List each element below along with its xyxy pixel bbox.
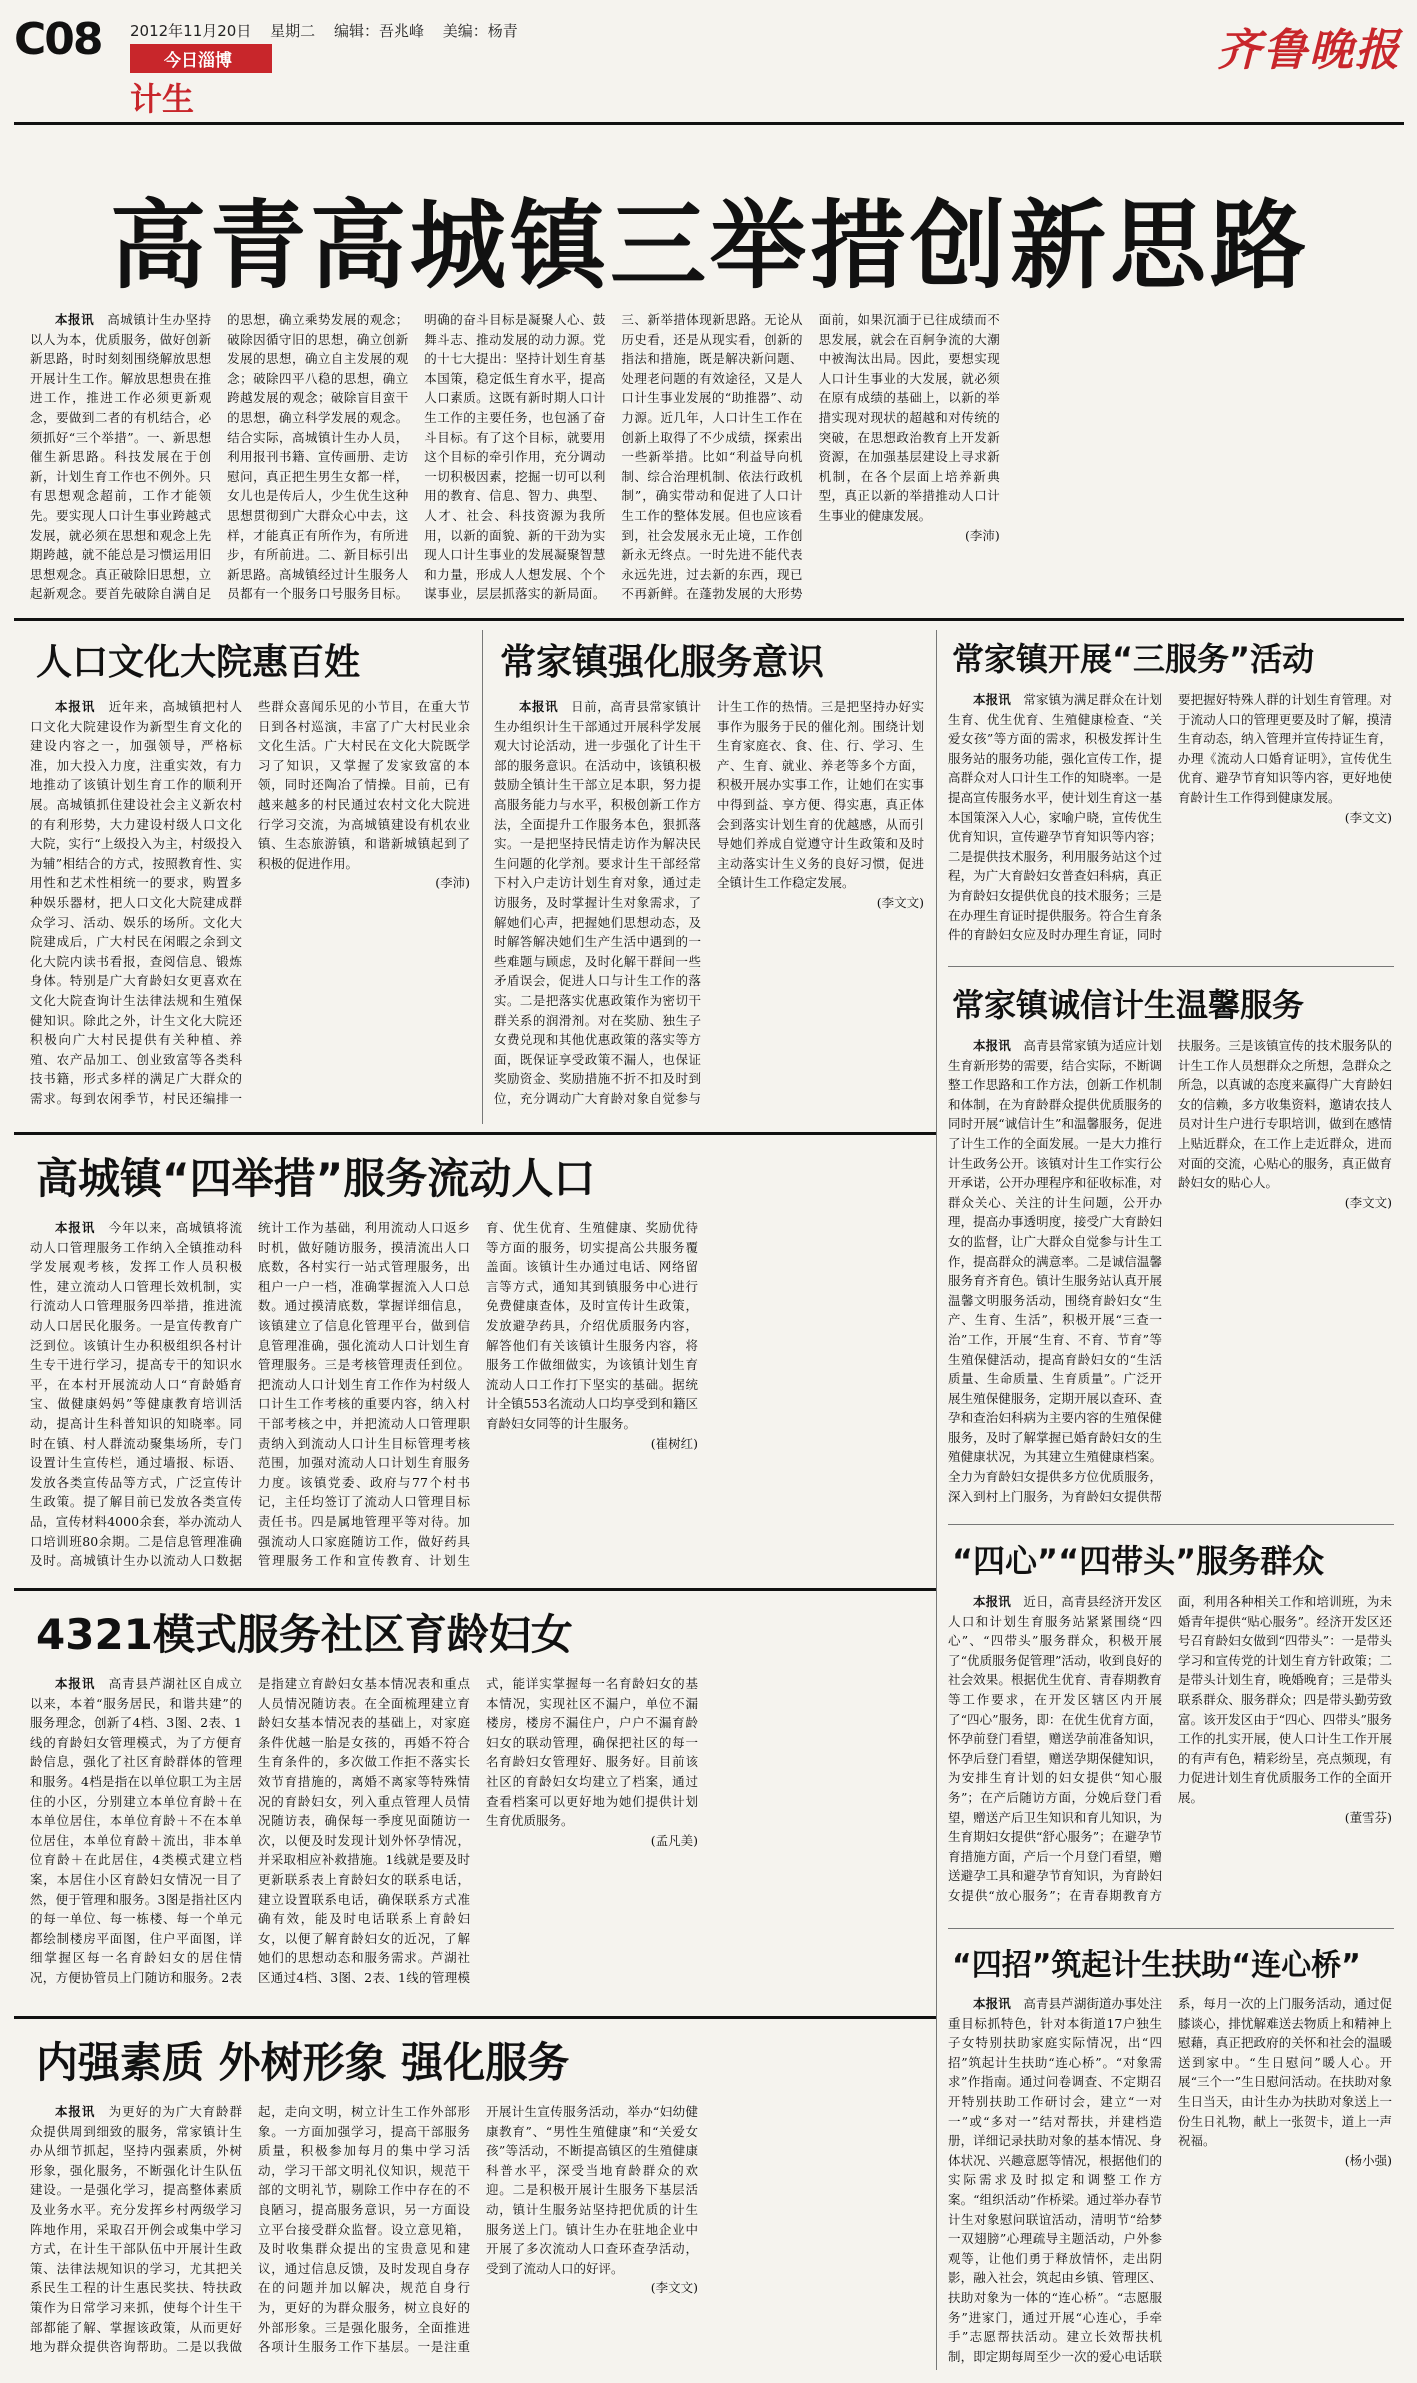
article-byline: (杨小强) (1344, 2152, 1392, 2168)
section-title: 计生 (130, 80, 195, 118)
article-byline: (李文文) (1344, 809, 1392, 825)
article-lead: 本报讯 (973, 1594, 1011, 1609)
newspaper-logo: 齐鲁晚报 (1217, 25, 1401, 76)
article-byline: (李沛) (435, 875, 470, 891)
article-lead: 本报讯 (519, 699, 559, 714)
article-body (948, 1994, 1392, 2368)
article-text: 高青县芦湖街道办事处注重目标抓特色，针对本街道17户独生子女特别扶助家庭实际情况，出“四招”筑起计生扶助“连心桥”。“对象需求”作指南。通过问卷调查、不定期召开特别扶助工作研讨会，建立“一对一”或“多对一”结对帮扶，并建档造册，详细记录扶助对象的基本情况、身体状况、兴趣意愿等情况，根据他们的实际需求及时拟定和调整工作方案。“组织活动”作桥梁。通过举办春节计生对象慰问联谊活动，清明节“给梦一双翅膀”心理疏导主题活动，户外参观等，让他们勇于释放情怀，走出阴影，融入社会，筑起由乡镇、管理区、扶助对象为一体的“连心桥”。“志愿服务”进家门，通过开展“心连心，手牵手”志愿帮扶活动。建立长效帮扶机制，即定期每周至少一次的爱心电话联系，每月一次的上门服务活动，通过促膝谈心，排忧解难送去物质上和精神上慰藉，真正把政府的关怀和社会的温暖送到家中。“生日慰问”暖人心。开展“三个一”生日慰问活动。在扶助对象生日当天，由计生办为扶助对象送上一份生日礼物，献上一张贺卡，道上一声祝福。 (948, 1996, 1392, 2364)
article-body (494, 697, 924, 1117)
article-lead: 本报讯 (973, 692, 1011, 707)
article-text: 高青县常家镇为适应计划生育新形势的需要，结合实际，不断调整工作思路和工作方法，创新工作机制和体制，在为育龄群众提供优质服务的同时开展“诚信计生”和温馨服务，促进了计生工作的全面发展。一是大力推行计生政务公开。该镇对计生工作实行公开承诺，公开办理程序和征收标准，对群众关心、关注的计生问题，公开办理，提高办事透明度，接受广大育龄妇女的监督，让广大群众自觉参与计生工作，提高群众的满意率。二是诚信温馨服务育齐育色。镇计生服务站认真开展温馨文明服务活动，围绕育龄妇女“生产、生育、生活”，积极开展“三查一治”工作，开展“生育、不育、节育”等生殖保健活动，提高育龄妇女的“生活质量、生命质量、生育质量”。广泛开展生殖保健服务，定期开展以查环、查孕和查治妇科病为主要内容的生殖保健服务，及时了解掌握已婚育龄妇女的生殖健康状况，为其建立生殖健康档案。全力为育龄妇女提供多方位优质服务，深入到村上门服务，为育龄妇女提供帮扶服务。三是该镇宣传的技术服务队的计生工作人员想群众之所想，急群众之所急，以真诚的态度来赢得广大育龄妇女的信赖，多方收集资料，邀请农技人员对计生户进行专职培训，做到在感情上贴近群众，在工作上走近群众，进而对面的交流，心贴心的服务，真正做育龄妇女的贴心人。 (948, 1038, 1392, 1504)
main-story-byline: (李沛) (964, 527, 1000, 543)
article-sixin-sidaitou (948, 1532, 1392, 1922)
main-story-body (30, 310, 1394, 606)
main-story (30, 310, 1394, 606)
article-lead: 本报讯 (973, 1996, 1011, 2011)
page-number: C08 (14, 14, 102, 65)
article-byline: (李文文) (650, 2280, 698, 2296)
main-headline: 高青高城镇三举措创新思路 (110, 190, 1310, 302)
masthead-divider (14, 122, 1404, 125)
main-story-text: 高城镇计生办坚持以人为本，优质服务，做好创新新思路，时时刻刻围绕解放思想开展计生工作。解放思想贵在推进工作，推进工作必须更新观念，要做到二者的有机结合，必须抓好“三个举措”。一、新思想催生新思路。科技发展在于创新，计划生育工作也不例外。只有思想观念超前，工作才能领先。要实现人口计生事业跨越式发展，就必须在思想和观念上先期跨越，就不能总是习惯运用旧思想观念。真正破除旧思想，立起新观念。要首先破除自满自足的思想，确立乘势发展的观念；破除因循守旧的思想，确立创新发展的思想，确立自主发展的观念；破除四平八稳的思想，确立跨越发展的观念；破除盲目蛮干的思想，确立科学发展的观念。结合实际，高城镇计生办人员，利用报刊书籍、宣传画册、走访慰问，真正把生男生女都一样，女儿也是传后人，少生优生这种思想贯彻到广大群众心中去，这样，才能真正有所作为，有所进步，有所前进。二、新目标引出新思路。高城镇经过计生服务人员都有一个服务口号服务目标。明确的奋斗目标是凝聚人心、鼓舞斗志、推动发展的动力源。党的十七大提出：坚持计划生育基本国策，稳定低生育水平，提高人口素质。这既有新时期人口计生工作的主要任务，也包涵了奋斗目标。有了这个目标，就要用这个目标的牵引作用，充分调动一切积极因素，挖掘一切可以利用的教育、信息、智力、典型、人才、社会、科技资源为我所用，以新的面貌、新的干劲为实现人口计生事业的发展凝聚智慧和力量，形成人人想发展、个个谋事业，层层抓落实的新局面。三、新举措体现新思路。无论从历史看，还是从现实看，创新的指法和措施，既是解决新问题、处理老问题的有效途径，又是人口计生事业发展的“助推器”、动力源。近几年，人口计生工作在创新上取得了不少成绩，探索出一些新举措。比如“利益导向机制、综合治理机制、依法行政机制”，确实带动和促进了人口计生工作的整体发展。但也应该看到，社会发展永无止境，工作创新永无终点。一时先进不能代表永远先进，过去新的东西，现已不再新鲜。在蓬勃发展的大形势面前，如果沉湎于已往成绩而不思发展，就会在百舸争流的大潮中被淘汰出局。因此，要想实现人口计生事业的大发展，就必须在原有成绩的基础上，以新的举措实现对现状的超越和对传统的突破，在思想政治教育上开发新资源，在加强基层建设上寻求新机制，在各个层面上培养新典型，真正以新的举措推动人口计生事业的健康发展。 (30, 312, 1000, 602)
designer-credit: 美编：杨青 (442, 22, 518, 40)
article-title: 常家镇强化服务意识 (500, 642, 825, 683)
row-divider-2 (14, 1132, 936, 1135)
article-text: 高青县芦湖社区自成立以来，本着“服务居民，和谐共建”的服务理念，创新了4档、3图、2表、1线的育龄妇女管理模式，为了方便育龄信息，强化了社区育龄群体的管理和服务。4档是指在以单位职工为主居住的小区，分别建立本单位育龄＋在本单位居住，本单位育龄＋不在本单位居住，本单位育龄＋流出，非本单位育龄＋在此居住，4类模式建立档案，本居住小区育龄妇女情况一目了然，便于管理和服务。3图是指社区内的每一单位、每一栋楼、每一个单元都绘制楼房平面图，住户平面图，详细掌握区每一名育龄妇女的居住情况，方便协管员上门随访和服务。2表是指建立育龄妇女基本情况表和重点人员情况随访表。在全面梳理建立育龄妇女基本情况表的基础上，对家庭条件优越一胎是女孩的，再婚不符合生育条件的，多次做工作拒不落实长效节育措施的，离婚不离家等特殊情况的育龄妇女，列入重点管理人员情况随访表，确保每一季度见面随访一次，以便及时发现计划外怀孕情况，并采取相应补救措施。1线就是要及时更新联系表上育龄妇女的联系电话，建立设置联系电话，确保联系方式准确有效，能及时电话联系上育龄妇女，以便了解育龄妇女的近况，了解她们的思想动态和服务需求。芦湖社区通过4档、3图、2表、1线的管理模式，能详实掌握每一名育龄妇女的基本情况，实现社区不漏户，单位不漏楼房，楼房不漏住户，户户不漏育龄妇女的联动管理，确保把社区的每一名育龄妇女管理好、服务好。目前该社区的育龄妇女均建立了档案，通过查看档案可以更好地为她们提供计划生育优质服务。 (30, 1676, 698, 1985)
column-divider (482, 630, 483, 1124)
row-divider (948, 966, 1394, 967)
article-body (948, 690, 1392, 956)
article-text: 日前，高青县常家镇计生办组织计生干部通过开展科学发展观大讨论活动，进一步强化了计生干部的服务意识。在活动中，该镇积极鼓励全镇计生干部立足本职，努力提高服务能力与水平，积极创新工作方法，全面提升工作服务本色，狠抓落实。一是把坚持民情走访作为解决民生问题的化学剂。要求计生干部经常下村入户走访计划生育对象，通过走访服务，及时掌握计生对象需求，了解她们心声，把握她们思想动态，及时解答解决她们生产生活中遇到的一些难题与顾虑，及时化解干群间一些矛盾误会，促进人口与计生工作的落实。二是把落实优惠政策作为密切干群关系的润滑剂。对在奖励、独生子女费兑现和其他优惠政策的落实等方面，既保证享受政策不漏人，也保证奖励资金、奖励措施不折不扣及时到位，充分调动广大育龄对象自觉参与计生工作的热情。三是把坚持办好实事作为服务于民的催化剂。围绕计划生育家庭衣、食、住、行、学习、生产、生育、就业、养老等多个方面，积极开展办实事工作，让她们在实事中得到益、享方便、得实惠，真正体会到落实计划生育的优越感，从而引导她们养成自觉遵守计生政策和及时主动落实计生义务的良好习惯，促进全镇计生工作稳定发展。 (494, 699, 924, 1106)
article-gaocheng-sijucuo (30, 1142, 926, 1582)
article-text: 今年以来，高城镇将流动人口管理服务工作纳入全镇推动科学发展观考核，发挥工作人员积极性，建立流动人口管理长效机制，实行流动人口管理服务四举措，推进流动人口居民化服务。一是宣传教育广泛到位。该镇计生办积极组织各村计生专干进行学习，提高专干的知识水平，在本村开展流动人口“育龄婚育宝、做健康妈妈”等健康教育培训活动，提高计生科普知识的知晓率。同时在镇、村人群流动聚集场所，专门设置计生宣传栏，通过墙报、标语、发放各类宣传品等方式，广泛宣传计生政策。提了解目前已发放各类宣传品，宣传材料4000余套，举办流动人口培训班80余期。二是信息管理准确及时。高城镇计生办以流动人口数据统计工作为基础，利用流动人口返乡时机，做好随访服务，摸清流出人口底数，各村实行一站式管理服务，出租户一户一档，准确掌握流入人口总数。通过摸清底数，掌握详细信息，该镇建立了信息化管理平台，做到信息管理准确，强化流动人口计划生育管理服务。三是考核管理责任到位。把流动人口计划生育工作作为村级人口计生工作考核的重要内容，纳入村干部考核之中，并把流动人口管理职责纳入到流动人口计生目标管理考核范围，加强对流动人口计划生育服务力度。该镇党委、政府与77个村书记，主任均签订了流动人口管理目标责任书。四是属地管理平等对待。加强流动人口家庭随访工作，做好药具管理服务工作和宣传教育、计划生育、优生优育、生殖健康、奖励优待等方面的服务，切实提高公共服务覆盖面。该镇计生办通过电话、网络留言等方式，通知其到镇服务中心进行免费健康查体，及时宣传计生政策，发放避孕药具，介绍优质服务内容，解答他们有关该镇计生服务内容，将服务工作做细做实，为该镇计划生育流动人口工作打下坚实的基础。据统计全镇553名流动人口均享受到和籍区育龄妇女同等的计生服务。 (30, 1220, 698, 1569)
article-neiqiang-suzhi (30, 2026, 926, 2372)
article-byline: (崔树红) (650, 1435, 698, 1451)
article-title: 人口文化大院惠百姓 (36, 642, 361, 683)
row-divider-3 (14, 1588, 936, 1591)
section-name: 今日淄博 (130, 44, 272, 73)
article-byline: (李文文) (876, 894, 924, 910)
article-byline: (李文文) (1344, 1194, 1392, 1210)
article-title: 常家镇开展“三服务”活动 (952, 640, 1315, 678)
row-divider (948, 1524, 1394, 1525)
issue-meta (130, 20, 532, 41)
article-body (30, 1674, 926, 2004)
article-lead: 本报讯 (973, 1038, 1011, 1053)
article-byline: (董雪芬) (1344, 1809, 1392, 1825)
article-lead: 本报讯 (55, 1220, 96, 1235)
article-body (948, 1592, 1392, 1918)
main-story-lead: 本报讯 (55, 312, 95, 327)
article-body (30, 697, 470, 1117)
article-title: 常家镇诚信计生温馨服务 (952, 986, 1305, 1024)
issue-date: 2012年11月20日 (130, 22, 252, 40)
article-title: 4321模式服务社区育龄妇女 (36, 1610, 573, 1659)
row-divider-1 (14, 618, 1404, 621)
article-title: 内强素质 外树形象 强化服务 (36, 2038, 570, 2087)
article-text: 为更好的为广大育龄群众提供周到细致的服务，常家镇计生办从细节抓起，坚持内强素质，外树形象，强化服务，不断强化计生队伍建设。一是强化学习，提高整体素质及业务水平。充分发挥乡村两级学习阵地作用，采取召开例会或集中学习方式，在计生干部队伍中开展计生政策、法律法规知识的学习，尤其把关系民生工程的计生惠民奖扶、特扶政策作为日常学习来抓，使每个计生干部都能了解、掌握该政策，从而更好地为群众提供咨询帮助。二是以我做起，走向文明，树立计生工作外部形象。一方面加强学习，提高干部服务质量，积极参加每月的集中学习活动，学习干部文明礼仪知识，规范干部的文明礼节，剔除工作中存在的不良陋习，提高服务意识，另一方面设立平台接受群众监督。设立意见箱，及时收集群众提出的宝贵意见和建议，通过信息反馈，及时发现自身存在的问题并加以解决，规范自身行为，更好的为群众服务，树立良好的外部形象。三是强化服务，全面推进各项计生服务工作下基层。一是注重开展计生宣传服务活动，举办“妇幼健康教育”、“男性生殖健康”和“关爱女孩”等活动，不断提高镇区的生殖健康科普水平，深受当地育龄群众的欢迎。二是积极开展计生服务下基层活动，镇计生服务站坚持把优质的计生服务送上门。镇计生办在驻地企业中开展了多次流动人口查环查孕活动，受到了流动人口的好评。 (30, 2104, 698, 2355)
issue-weekday: 星期二 (270, 22, 316, 40)
article-byline: (孟凡美) (650, 1832, 698, 1848)
article-title: 高城镇“四举措”服务流动人口 (36, 1154, 596, 1203)
article-lead: 本报讯 (55, 699, 96, 714)
masthead (0, 0, 1417, 118)
article-text: 近年来，高城镇把村人口文化大院建设作为新型生育文化的建设内容之一，加强领导，严格标准，加大投入力度，注重实效，有力地推动了该镇计划生育工作的顺利开展。高城镇抓住建设社会主义新农村的有利形势，大力建设村级人口文化大院，实行“上级投入为主，村级投入为辅”相结合的方式，按照教育性、实用性和艺术性相统一的要求，购置多种娱乐器材，把人口文化大院建成群众学习、活动、娱乐的场所。文化大院建成后，广大村民在闲暇之余到文化大院内读书看报，查阅信息、锻炼身体。特别是广大育龄妇女更喜欢在文化大院查询计生法律法规和生殖保健知识。除此之外，计生文化大院还积极向广大村民提供有关种植、养殖、农产品加工、创业致富等各类科技书籍，形式多样的满足广大群众的需求。每到农闲季节，村民还编排一些群众喜闻乐见的小节目，在重大节日到各村巡演，丰富了广大村民业余文化生活。广大村民在文化大院既学习了知识，又掌握了发家致富的本领，同时还陶冶了情操。目前，已有越来越多的村民通过农村文化大院进行学习交流，为高城镇建设有机农业镇、生态旅游镇，和谐新城镇起到了积极的促进作用。 (30, 699, 470, 1106)
article-text: 近日，高青县经济开发区人口和计划生育服务站紧紧围绕“四心”、“四带头”服务群众，积极开展了“优质服务促管理”活动，收到良好的社会效果。根据优生优育、青春期教育等工作要求，在开发区辖区内开展了“四心”服务，即：在优生优育方面，怀孕前登门看望，赠送孕前准备知识，怀孕后登门看望，赠送孕期保健知识，为安排生育计划的妇女提供“知心服务”；在产后随访方面，分娩后登门看望，赠送产后卫生知识和育儿知识，为生育期妇女提供“舒心服务”；在避孕节育措施方面，产后一个月登门看望，赠送避孕工具和避孕节育知识，为育龄妇女提供“放心服务”；在青春期教育方面，利用各种相关工作和培训班，为未婚青年提供“贴心服务”。经济开发区还号召育龄妇女做到“四带头”：一是带头学习和宣传党的计划生育方针政策；二是带头计划生育，晚婚晚育；三是带头联系群众、服务群众；四是带头勤劳致富。该开发区由于“四心、四带头”服务工作的扎实开展，使人口计生工作开展的有声有色，精彩纷呈，亮点频现，有力促进计划生育优质服务工作的全面开展。 (948, 1594, 1392, 1903)
article-body (30, 2102, 926, 2368)
article-changjia-qianghua (494, 630, 924, 1126)
article-lead: 本报讯 (55, 2104, 96, 2119)
article-renkou-wenhua (30, 630, 470, 1126)
article-title: “四招”筑起计生扶助“连心桥” (952, 1948, 1361, 1983)
article-lead: 本报讯 (55, 1676, 96, 1691)
row-divider (948, 1928, 1394, 1929)
editor-credit: 编辑：吾兆峰 (333, 22, 424, 40)
article-changjia-sanfuwu (948, 630, 1392, 960)
article-sizhao-lianxinqiao (948, 1936, 1392, 2372)
article-body (948, 1036, 1392, 1512)
article-text: 常家镇为满足群众在计划生育、优生优育、生殖健康检查、“关爱女孩”等方面的需求，积极发挥计生服务站的服务功能，强化宣传工作，提高群众对人口计生工作的知晓率。一是提高宣传服务水平，使计划生育这一基本国策深入人心，家喻户晓，宣传优生优育知识，宣传避孕节育知识等内容；二是提供技术服务，利用服务站这个过程，为广大育龄妇女普查妇科病，真正为育龄妇女提供优良的技术服务；三是在办理生育证时提供服务。符合生育条件的育龄妇女应及时办理生育证，同时要把握好特殊人群的计划生育管理。对于流动人口的管理更要及时了解，摸清生育动态，纳入管理并宣传持证生育，办理《流动人口婚育证明》，宣传优生优育、避孕节育知识等内容，更好地使育龄计生工作得到健康发展。 (948, 692, 1392, 943)
article-title: “四心”“四带头”服务群众 (952, 1542, 1325, 1580)
row-divider-4 (14, 2016, 936, 2019)
article-model-4321 (30, 1598, 926, 2010)
column-divider-right (936, 630, 937, 2370)
article-body (30, 1218, 926, 1576)
article-changjia-chengxin (948, 976, 1392, 1518)
